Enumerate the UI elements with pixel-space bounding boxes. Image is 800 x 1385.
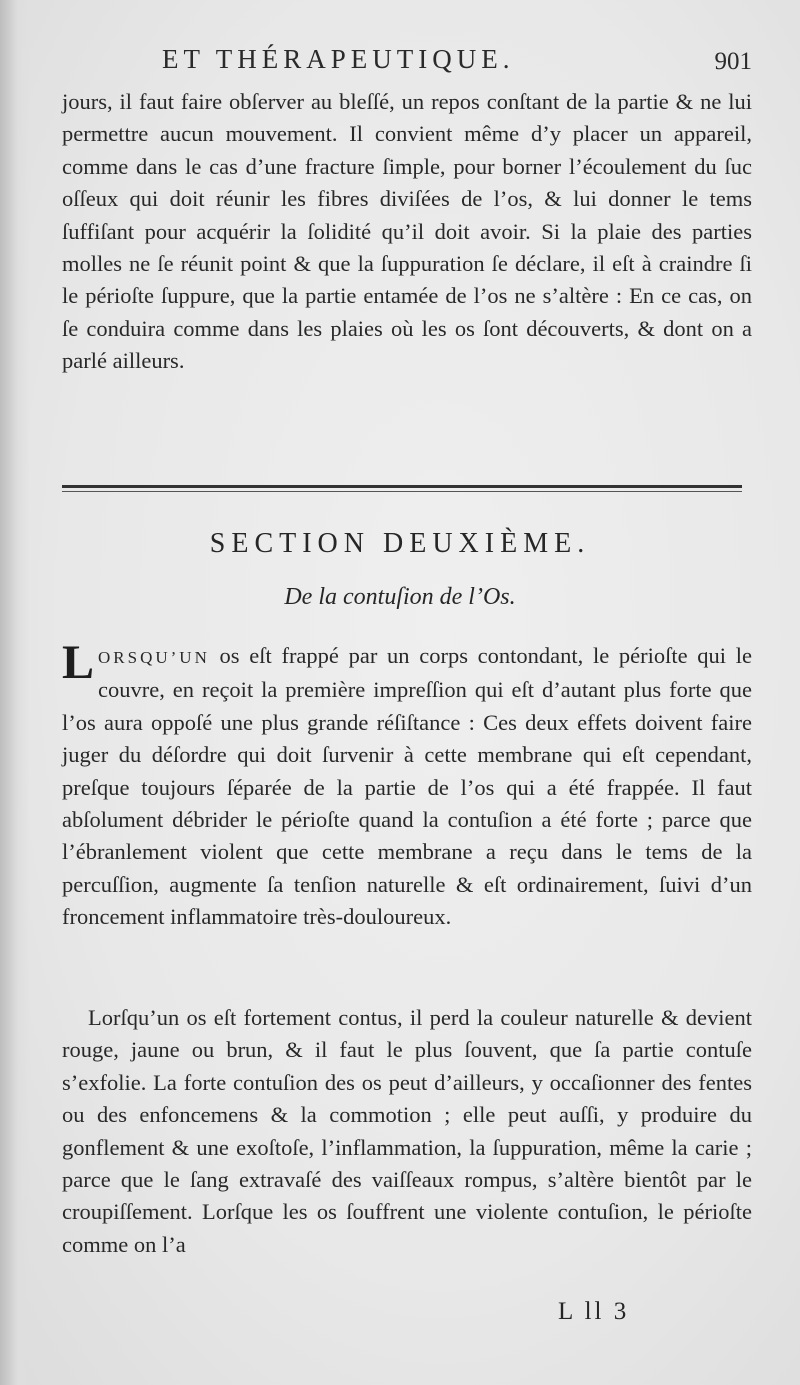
running-title: ET THÉRAPEUTIQUE.: [162, 44, 515, 74]
paragraph-continued: jours, il faut faire obſerver au bleſſé, un repos conſtant de la partie & ne lui permettre aucun mouvement. Il convient même d’y placer un appareil, comme dans le cas d’une fracture ſimple, pour borner l’écoulement du ſuc oſſeux qui doit réunir les fibres diviſées de l’os, & lui donner le tems ſuffiſant pour acquérir la ſolidité qu’il doit avoir. Si la plaie des parties molles ne ſe réunit point & que la ſuppuration ſe déclare, il eſt à craindre ſi le périoſte ſuppure, que la partie entamée de l’os ne s’altère : En ce cas, on ſe conduira comme dans les plaies où les os ſont découverts, & dont on a parlé ailleurs.: [62, 89, 752, 374]
section-subtitle: De la contuſion de l’Os.: [284, 584, 516, 610]
signature-mark: L ll 3: [558, 1298, 630, 1325]
paragraph-body: os eſt frappé par un corps contondant, le périoſte qui le couvre, en reçoit la première impreſſion qui eſt d’autant plus forte que l’os aura oppoſé une plus grande réſiſtance : Ces deux effets doivent faire juger du déſordre qui doit ſurvenir à cette membrane qui eſt cependant, preſque toujours ſéparée de la partie de l’os qui a été frappée. Il faut abſolument débrider le périoſte quand la contuſion a été forte ; parce que l’ébranlement violent que cette membrane a reçu dans le tems de la percuſſion, augmente ſa tenſion naturelle & eſt ordinairement, ſuivi d’un froncement inflammatoire très-douloureux.: [62, 643, 752, 930]
paragraph: Lorſqu’un os eſt fortement contus, il perd la couleur naturelle & devient rouge, jaune ou brun, & il faut le plus ſouvent, que ſa partie contuſe s’exfolie. La forte contuſion des os peut d’ailleurs, y occaſionner des fentes ou des enfoncemens & la commotion ; elle peut auſſi, y produire du gonflement & une exoſtoſe, l’inflammation, la ſuppuration, même la carie ; parce que le ſang extravaſé des vaiſſeaux rompus, s’altère bientôt par le croupiſſement. Lorſque les os ſouffrent une violente contuſion, le périoſte comme on l’a: [62, 1005, 752, 1257]
drop-cap: L: [62, 636, 95, 689]
section-heading: SECTION DEUXIÈME.: [209, 528, 591, 559]
running-head: [62, 44, 752, 84]
section-divider-thin-rule: [62, 491, 742, 492]
page-number: 901: [714, 48, 752, 75]
page-gutter-shadow: [0, 0, 30, 1385]
section-opening-paragraph: [62, 636, 752, 934]
section-divider-rule: [62, 485, 742, 488]
opening-smallcaps: ORSQU’UN: [98, 648, 210, 667]
